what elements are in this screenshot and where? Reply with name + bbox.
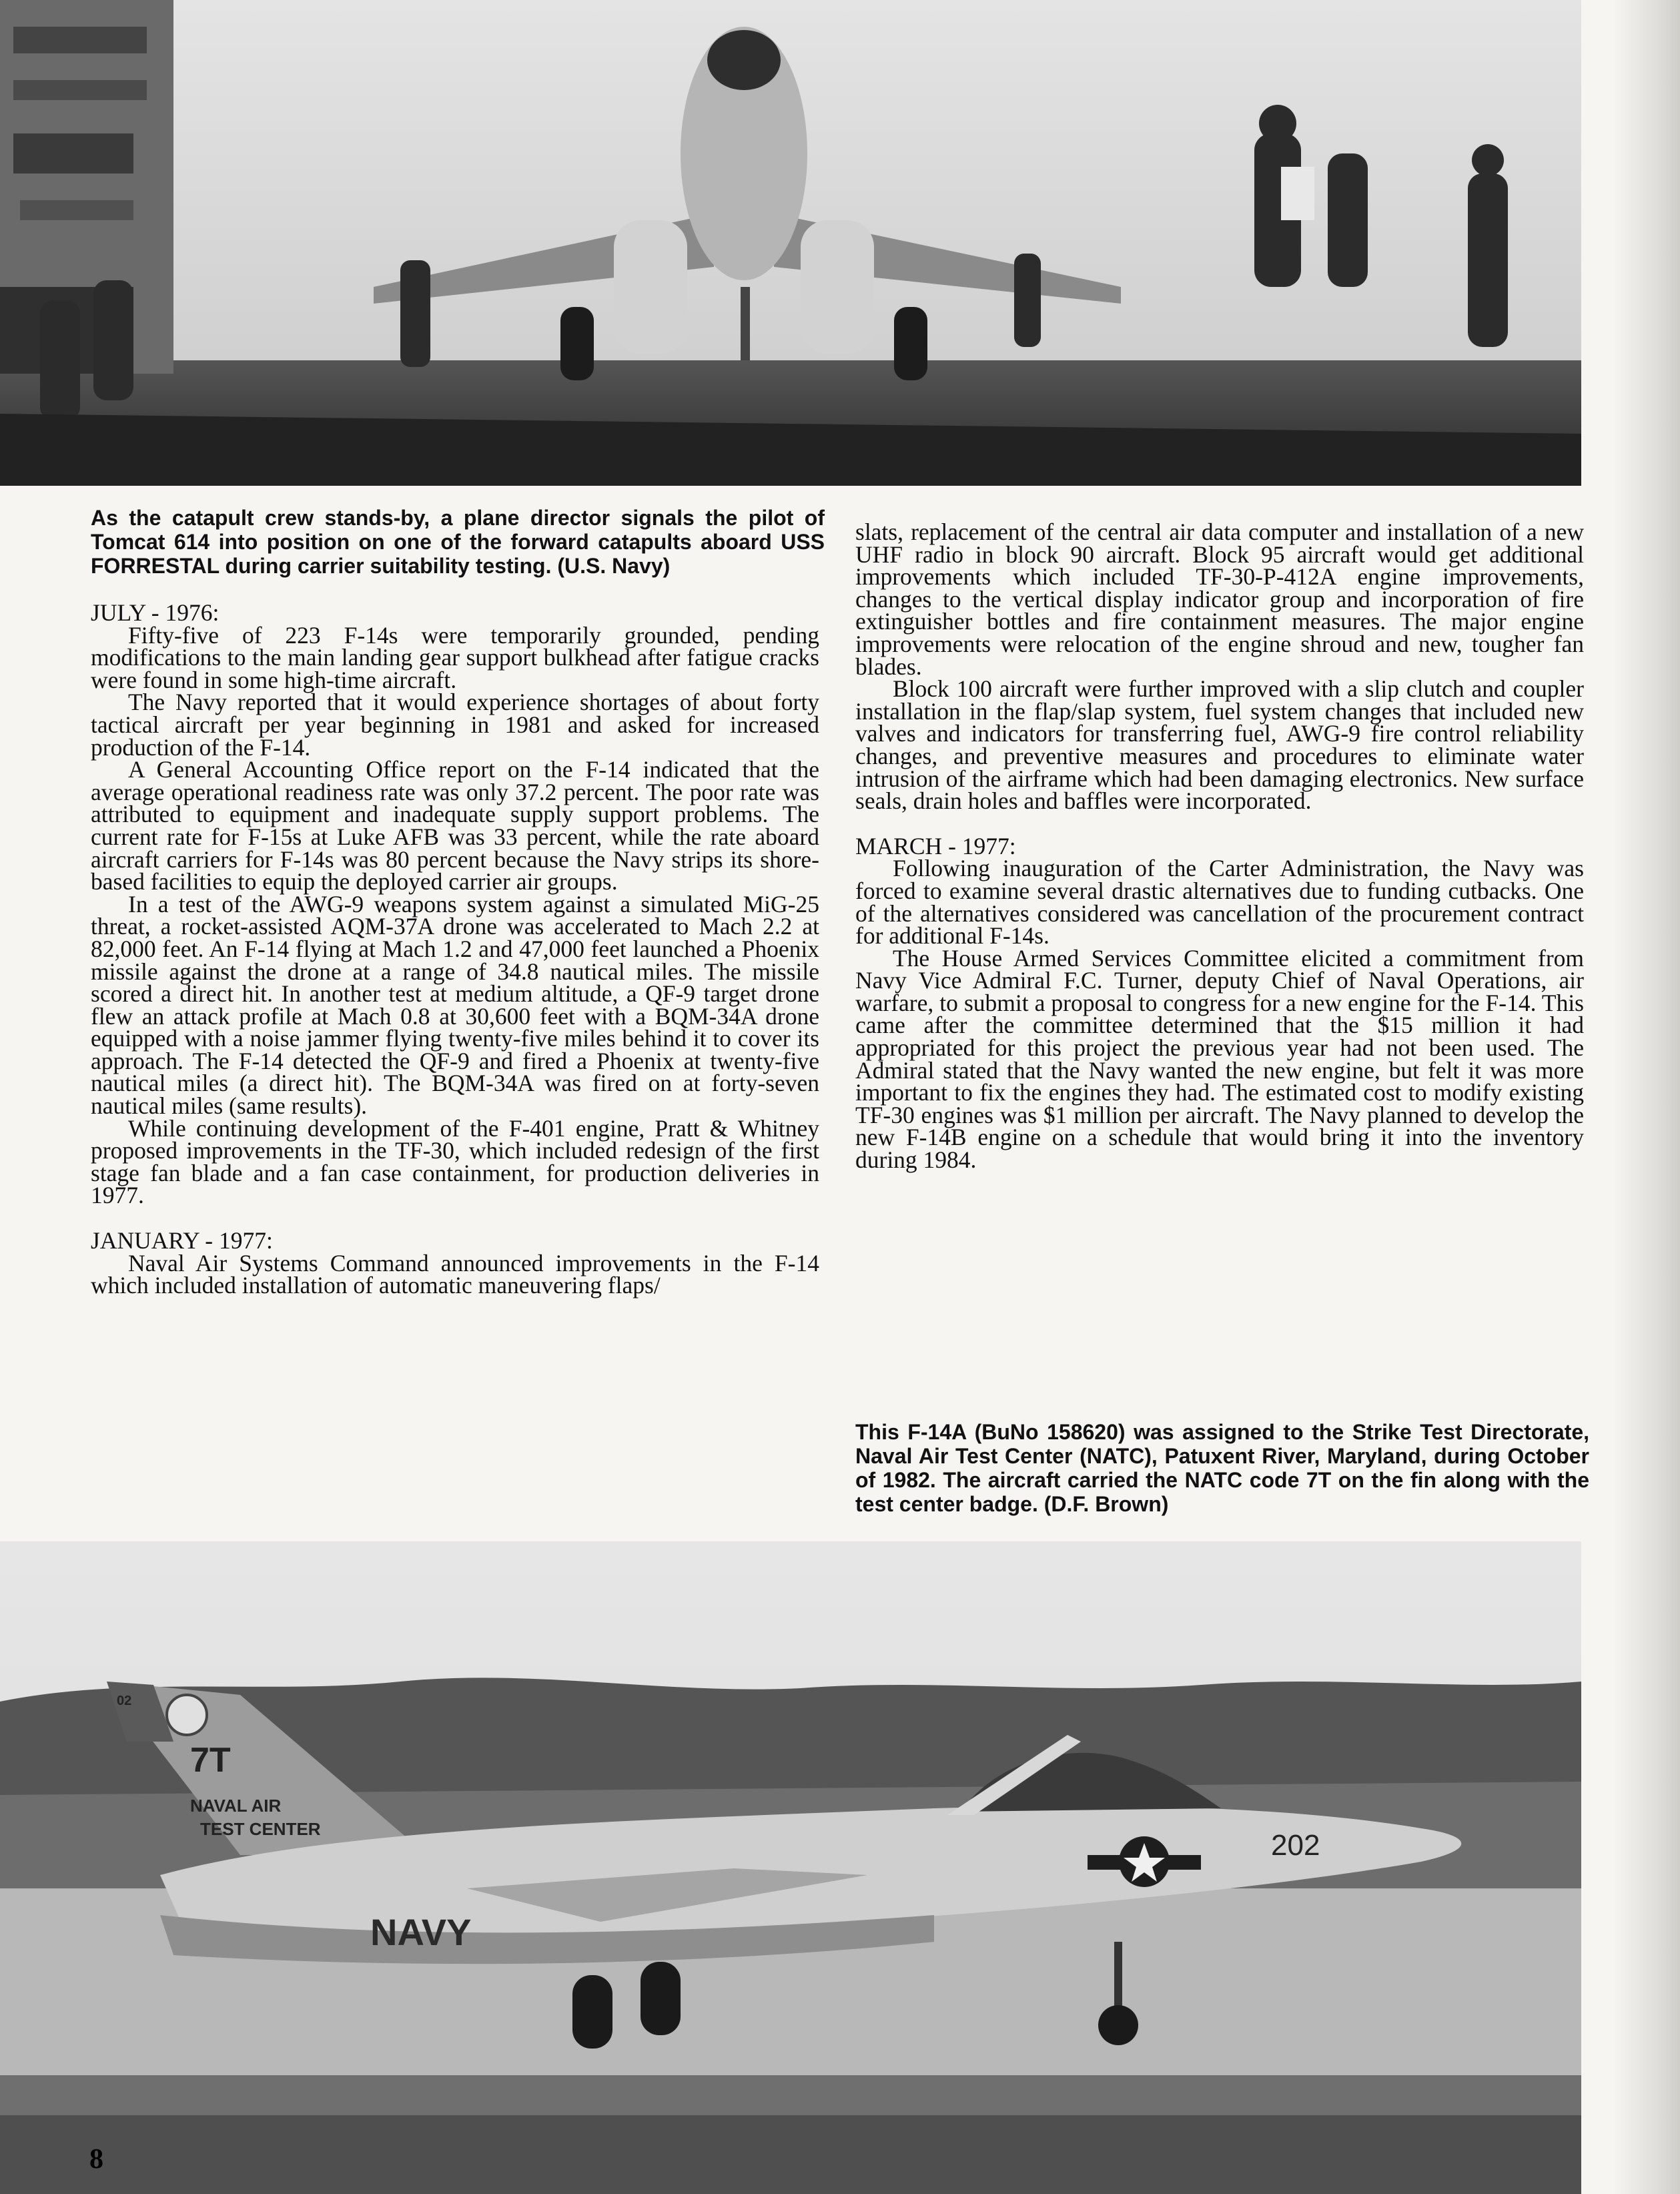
section-heading-march-1977: MARCH - 1977: bbox=[855, 832, 1016, 859]
page-number: 8 bbox=[89, 2144, 103, 2175]
fin-code: 7T bbox=[190, 1741, 231, 1780]
top-photo-caption: As the catapult crew stands-by, a plane director signals the pilot of Tomcat 614 into position on one of the forward catapults aboard USS FORRESTAL during carrier suitability testing. (U.S. Navy) bbox=[91, 506, 825, 578]
paragraph: Following inauguration of the Carter Administration, the Navy was forced to examine several drastic alternatives due to funding cutbacks. One of the alternatives considered was cancellation of the procurement contract for additional F-14s. bbox=[855, 855, 1584, 950]
paragraph: Block 100 aircraft were further improved with a slip clutch and coupler installation in the flap/slap system, fuel system changes that included new valves and indicators for transferring fuel, AWG-9 fire control reliability changes, and preventive measures and procedures to eliminate water intrusion of the airframe which had been damaging electronics. New surface seals, drain holes and baffles were incorporated. bbox=[855, 675, 1584, 815]
paragraph: Naval Air Systems Command announced improvements in the F-14 which included installation of automatic maneuvering flaps/ bbox=[91, 1249, 819, 1299]
paragraph: Fifty-five of 223 F-14s were temporarily grounded, pending modifications to the main landing gear support bulkhead after fatigue cracks were found in some high-time aircraft. bbox=[91, 621, 819, 693]
right-column bbox=[855, 518, 1584, 1174]
paragraph: A General Accounting Office report on the F-14 indicated that the average operational readiness rate was only 37.2 percent. The poor rate was attributed to equipment and inadequate supply support problems. The current rate for F-15s at Luke AFB was 33 percent, while the rate aboard aircraft carriers for F-14s was 80 percent because the Navy strips its shore-based facilities to equip the deployed carrier air groups. bbox=[91, 756, 819, 895]
section-heading-january-1977: JANUARY - 1977: bbox=[91, 1227, 273, 1254]
fin-modex: 02 bbox=[117, 1694, 132, 1708]
fin-text-naval-air: NAVAL AIR bbox=[190, 1796, 282, 1816]
section-heading-july-1976: JULY - 1976: bbox=[91, 599, 220, 626]
fuselage-navy-text: NAVY bbox=[370, 1911, 472, 1953]
f14-ramp-photo bbox=[0, 1541, 1581, 2194]
fin-text-test-center: TEST CENTER bbox=[200, 1819, 321, 1839]
paragraph: In a test of the AWG-9 weapons system against a simulated MiG-25 threat, a rocket-assisted AQM-37A drone was accelerated to Mach 2.2 at 82,000 feet. An F-14 flying at Mach 1.2 and 47,000 feet launched a Phoenix missile against the drone at a range of 34.8 nautical miles. The missile scored a direct hit. In another test at medium altitude, a QF-9 target drone flew an attack profile at Mach 0.8 at 30,600 feet with a BQM-34A drone equipped with a noise jammer flying twenty-five miles behind it to cover its approach. The F-14 detected the QF-9 and fired a Phoenix at twenty-five nautical miles (a direct hit). The BQM-34A was fired on at forty-seven nautical miles (same results). bbox=[91, 890, 819, 1120]
nose-number: 202 bbox=[1271, 1829, 1320, 1862]
left-column bbox=[91, 599, 819, 1299]
page-edge-shadow bbox=[1613, 0, 1680, 2194]
paragraph: The House Armed Services Committee elicited a commitment from Navy Vice Admiral F.C. Turner, deputy Chief of Naval Operations, air warfare, to submit a proposal to congress for a new engine for the F-14. This came after the committee determined that the $15 million it had appropriated for this project the previous year had not been used. The Admiral stated that the Navy wanted the new engine, but felt it was more important to fix the engines they had. The estimated cost to modify existing TF-30 engines was $1 million per aircraft. The Navy planned to develop the new F-14B engine on a schedule that would bring it into the inventory during 1984. bbox=[855, 944, 1584, 1174]
carrier-deck-photo bbox=[0, 0, 1581, 486]
paragraph-continued: slats, replacement of the central air data computer and installation of a new UHF radio in block 90 aircraft. Block 95 aircraft would get additional improvements which included TF-30-P-412A engine improvements, changes to the vertical display indicator group and incorporation of fire extinguisher bottles and fire containment measures. The major engine improvements were relocation of the engine shroud and new, tougher fan blades. bbox=[855, 518, 1584, 680]
bottom-photo-caption: This F-14A (BuNo 158620) was assigned to the Strike Test Directorate, Naval Air Test Center (NATC), Patuxent River, Maryland, during October of 1982. The aircraft carried the NATC code 7T on the fin along with the test center badge. (D.F. Brown) bbox=[855, 1420, 1589, 1516]
paragraph: The Navy reported that it would experience shortages of about forty tactical aircraft per year beginning in 1981 and asked for increased production of the F-14. bbox=[91, 689, 819, 761]
paragraph: While continuing development of the F-401 engine, Pratt & Whitney proposed improvements in the TF-30, which included redesign of the first stage fan blade and a fan case containment, for production deliveries in 1977. bbox=[91, 1114, 819, 1209]
